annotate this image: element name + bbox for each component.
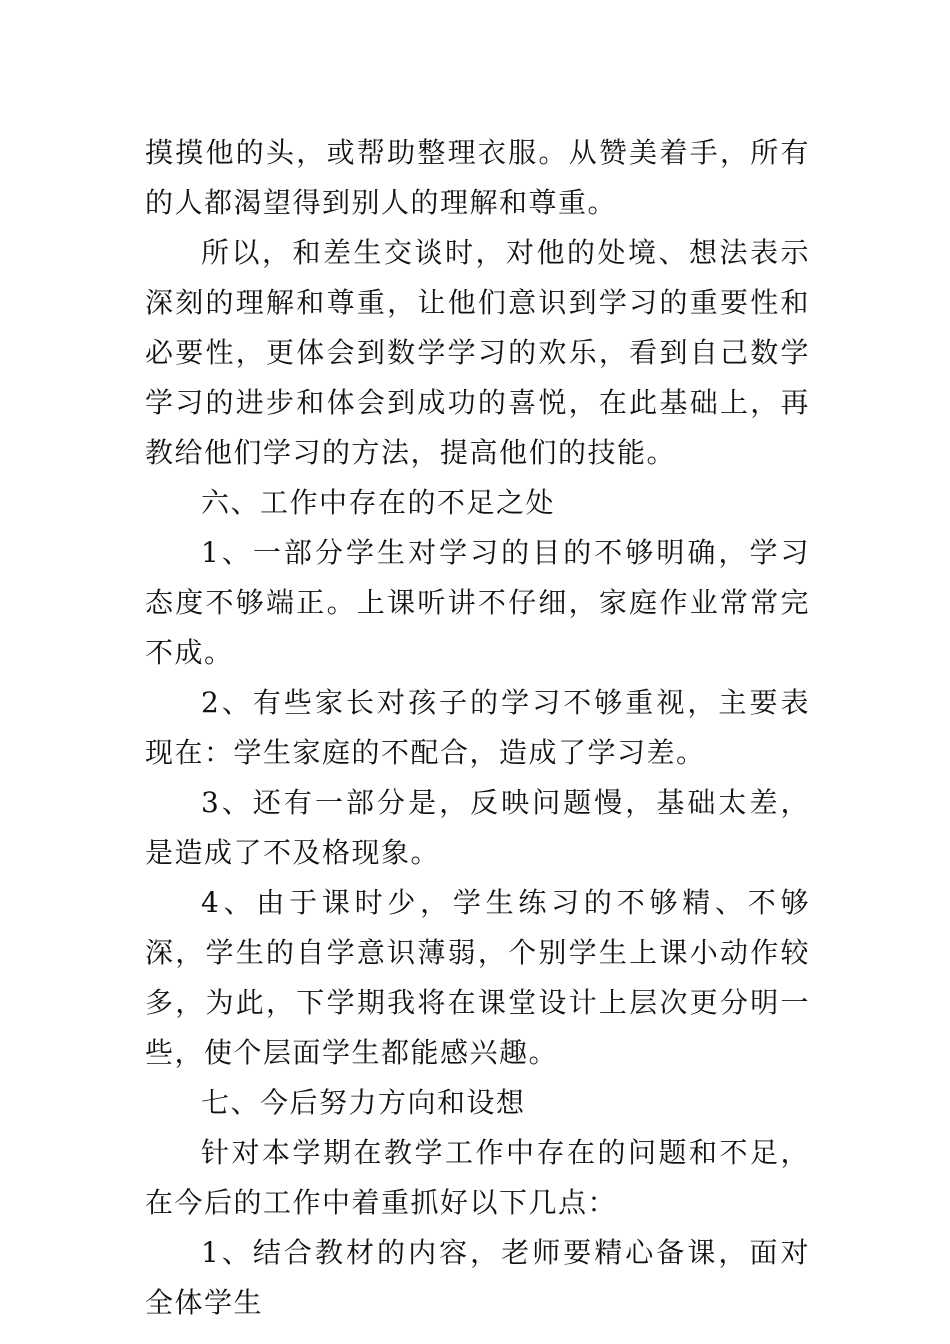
section-heading-7: 七、今后努力方向和设想 bbox=[201, 1086, 526, 1119]
list-item-5: 1、结合教材的内容，老师要精心备课，面对全体学生 bbox=[145, 1236, 810, 1319]
document-body bbox=[145, 128, 810, 1328]
list-item-2: 2、有些家长对孩子的学习不够重视，主要表现在：学生家庭的不配合，造成了学习差。 bbox=[145, 686, 810, 769]
paragraph-1: 摸摸他的头，或帮助整理衣服。从赞美着手，所有的人都渴望得到别人的理解和尊重。 bbox=[145, 136, 810, 219]
paragraph-intro: 针对本学期在教学工作中存在的问题和不足，在今后的工作中着重抓好以下几点： bbox=[145, 1136, 810, 1219]
list-item-1: 1、一部分学生对学习的目的不够明确，学习态度不够端正。上课听讲不仔细，家庭作业常常完不成。 bbox=[145, 536, 810, 669]
list-item-3: 3、还有一部分是，反映问题慢，基础太差，是造成了不及格现象。 bbox=[145, 786, 810, 869]
section-heading-6: 六、工作中存在的不足之处 bbox=[201, 486, 556, 519]
list-item-4: 4、由于课时少，学生练习的不够精、不够深，学生的自学意识薄弱，个别学生上课小动作较多，为此，下学期我将在课堂设计上层次更分明一些，使个层面学生都能感兴趣。 bbox=[145, 886, 810, 1069]
paragraph-2: 所以，和差生交谈时，对他的处境、想法表示深刻的理解和尊重，让他们意识到学习的重要性和必要性，更体会到数学学习的欢乐，看到自己数学学习的进步和体会到成功的喜悦，在此基础上，再教给他们学习的方法，提高他们的技能。 bbox=[145, 236, 810, 469]
